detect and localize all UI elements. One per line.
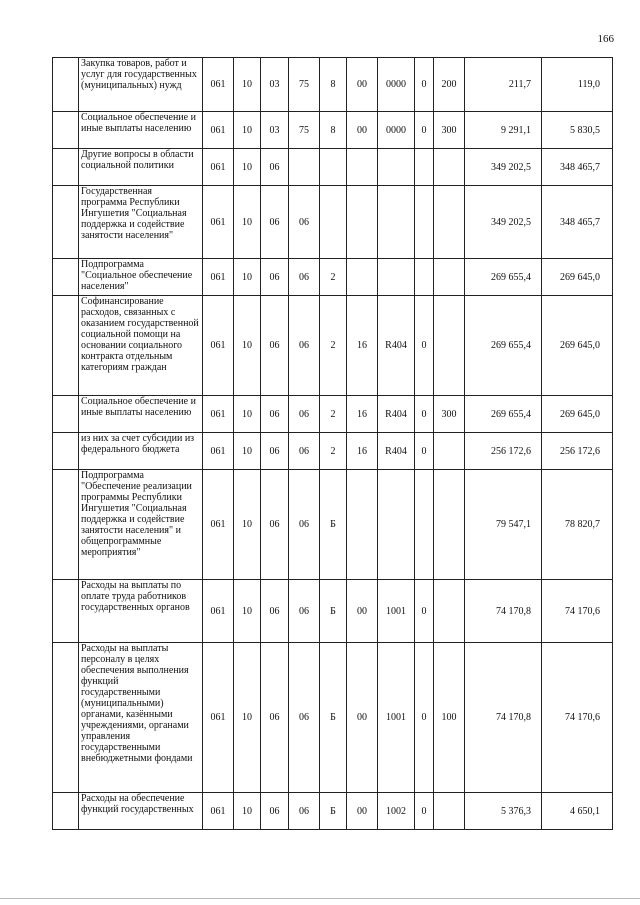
code-cell-c6 [347, 186, 378, 259]
code-cell-c6: 00 [347, 643, 378, 793]
code-cell-c4: 75 [289, 58, 320, 112]
code-cell-c2: 10 [234, 186, 261, 259]
empty-cell [53, 793, 79, 830]
code-cell-c2: 10 [234, 470, 261, 580]
code-cell-c1: 061 [203, 112, 234, 149]
code-cell-c6: 00 [347, 112, 378, 149]
code-cell-c5: Б [320, 580, 347, 643]
code-cell-c4: 06 [289, 396, 320, 433]
row-name-cell: Государственная программа Республики Ингушетия "Социальная поддержка и содействие занятости населения" [79, 186, 203, 259]
code-cell-c7 [378, 259, 415, 296]
code-cell-c7: 0000 [378, 58, 415, 112]
code-cell-c9: 300 [434, 112, 465, 149]
empty-cell [53, 433, 79, 470]
code-cell-c4: 06 [289, 580, 320, 643]
code-cell-c2: 10 [234, 793, 261, 830]
row-name-cell: Подпрограмма "Социальное обеспечение населения" [79, 259, 203, 296]
row-name-cell: Расходы на обеспечение функций государственных [79, 793, 203, 830]
code-cell-c1: 061 [203, 149, 234, 186]
code-cell-c5: 2 [320, 259, 347, 296]
code-cell-c1: 061 [203, 580, 234, 643]
amount-planned-cell: 349 202,5 [465, 149, 542, 186]
page-bottom-rule [0, 898, 640, 899]
row-name-cell: Другие вопросы в области социальной политики [79, 149, 203, 186]
code-cell-c5 [320, 186, 347, 259]
empty-cell [53, 149, 79, 186]
code-cell-c7 [378, 470, 415, 580]
table-row [53, 793, 613, 830]
code-cell-c8: 0 [415, 643, 434, 793]
code-cell-c8: 0 [415, 112, 434, 149]
code-cell-c5: 2 [320, 296, 347, 396]
code-cell-c6: 16 [347, 396, 378, 433]
code-cell-c5: Б [320, 643, 347, 793]
code-cell-c6 [347, 470, 378, 580]
code-cell-c1: 061 [203, 433, 234, 470]
empty-cell [53, 296, 79, 396]
amount-planned-cell: 74 170,8 [465, 580, 542, 643]
code-cell-c3: 06 [261, 580, 289, 643]
table-row [53, 58, 613, 112]
code-cell-c9 [434, 580, 465, 643]
code-cell-c3: 06 [261, 149, 289, 186]
empty-cell [53, 186, 79, 259]
amount-executed-cell: 348 465,7 [542, 149, 613, 186]
amount-planned-cell: 79 547,1 [465, 470, 542, 580]
code-cell-c6 [347, 149, 378, 186]
code-cell-c4: 06 [289, 433, 320, 470]
code-cell-c5: 8 [320, 112, 347, 149]
empty-cell [53, 58, 79, 112]
code-cell-c3: 06 [261, 259, 289, 296]
table-row [53, 149, 613, 186]
code-cell-c9 [434, 186, 465, 259]
code-cell-c6: 00 [347, 58, 378, 112]
amount-planned-cell: 256 172,6 [465, 433, 542, 470]
amount-planned-cell: 269 655,4 [465, 259, 542, 296]
page-number: 166 [597, 33, 614, 45]
amount-planned-cell: 269 655,4 [465, 396, 542, 433]
amount-planned-cell: 269 655,4 [465, 296, 542, 396]
code-cell-c4: 06 [289, 186, 320, 259]
code-cell-c3: 06 [261, 186, 289, 259]
row-name-cell: Расходы на выплаты по оплате труда работников государственных органов [79, 580, 203, 643]
code-cell-c6: 00 [347, 580, 378, 643]
empty-cell [53, 259, 79, 296]
table-row [53, 186, 613, 259]
code-cell-c2: 10 [234, 296, 261, 396]
empty-cell [53, 112, 79, 149]
code-cell-c9 [434, 296, 465, 396]
code-cell-c1: 061 [203, 259, 234, 296]
code-cell-c6 [347, 259, 378, 296]
amount-executed-cell: 4 650,1 [542, 793, 613, 830]
code-cell-c8: 0 [415, 793, 434, 830]
code-cell-c3: 06 [261, 643, 289, 793]
empty-cell [53, 580, 79, 643]
code-cell-c5: 2 [320, 433, 347, 470]
amount-planned-cell: 74 170,8 [465, 643, 542, 793]
code-cell-c5: 2 [320, 396, 347, 433]
code-cell-c2: 10 [234, 433, 261, 470]
code-cell-c4: 06 [289, 259, 320, 296]
code-cell-c6: 16 [347, 433, 378, 470]
empty-cell [53, 643, 79, 793]
code-cell-c3: 03 [261, 112, 289, 149]
code-cell-c3: 06 [261, 470, 289, 580]
code-cell-c5: 8 [320, 58, 347, 112]
amount-planned-cell: 5 376,3 [465, 793, 542, 830]
amount-executed-cell: 119,0 [542, 58, 613, 112]
code-cell-c8: 0 [415, 296, 434, 396]
code-cell-c1: 061 [203, 793, 234, 830]
table-row [53, 470, 613, 580]
code-cell-c3: 03 [261, 58, 289, 112]
code-cell-c4: 06 [289, 470, 320, 580]
code-cell-c7 [378, 149, 415, 186]
amount-planned-cell: 211,7 [465, 58, 542, 112]
code-cell-c5 [320, 149, 347, 186]
table-row [53, 580, 613, 643]
code-cell-c2: 10 [234, 58, 261, 112]
table-row [53, 643, 613, 793]
row-name-cell: Софинансирование расходов, связанных с оказанием государственной социальной помощи на основании социального контракта отдельным категориям граждан [79, 296, 203, 396]
empty-cell [53, 470, 79, 580]
code-cell-c4: 75 [289, 112, 320, 149]
code-cell-c6: 16 [347, 296, 378, 396]
code-cell-c1: 061 [203, 186, 234, 259]
amount-executed-cell: 5 830,5 [542, 112, 613, 149]
code-cell-c7: 0000 [378, 112, 415, 149]
row-name-cell: Социальное обеспечение и иные выплаты населению [79, 112, 203, 149]
code-cell-c5: Б [320, 470, 347, 580]
code-cell-c8 [415, 186, 434, 259]
amount-executed-cell: 269 645,0 [542, 259, 613, 296]
code-cell-c2: 10 [234, 149, 261, 186]
row-name-cell: Расходы на выплаты персоналу в целях обеспечения выполнения функций государственными (муниципальными) органами, казёнными учреждениями, органами управления государственными внебюджетными фондами [79, 643, 203, 793]
code-cell-c2: 10 [234, 112, 261, 149]
code-cell-c4: 06 [289, 793, 320, 830]
table-row [53, 396, 613, 433]
code-cell-c1: 061 [203, 296, 234, 396]
table-row [53, 296, 613, 396]
code-cell-c4 [289, 149, 320, 186]
amount-executed-cell: 256 172,6 [542, 433, 613, 470]
amount-planned-cell: 9 291,1 [465, 112, 542, 149]
empty-cell [53, 396, 79, 433]
code-cell-c8: 0 [415, 58, 434, 112]
code-cell-c7: R404 [378, 396, 415, 433]
code-cell-c7: R404 [378, 296, 415, 396]
code-cell-c8: 0 [415, 433, 434, 470]
code-cell-c8: 0 [415, 580, 434, 643]
code-cell-c2: 10 [234, 396, 261, 433]
code-cell-c3: 06 [261, 396, 289, 433]
amount-executed-cell: 74 170,6 [542, 580, 613, 643]
code-cell-c1: 061 [203, 58, 234, 112]
code-cell-c8: 0 [415, 396, 434, 433]
code-cell-c5: Б [320, 793, 347, 830]
code-cell-c8 [415, 470, 434, 580]
code-cell-c9 [434, 793, 465, 830]
amount-executed-cell: 74 170,6 [542, 643, 613, 793]
code-cell-c9 [434, 433, 465, 470]
code-cell-c2: 10 [234, 580, 261, 643]
code-cell-c7: 1001 [378, 580, 415, 643]
table-row [53, 433, 613, 470]
amount-executed-cell: 348 465,7 [542, 186, 613, 259]
code-cell-c8 [415, 149, 434, 186]
code-cell-c4: 06 [289, 643, 320, 793]
code-cell-c2: 10 [234, 259, 261, 296]
code-cell-c1: 061 [203, 643, 234, 793]
code-cell-c7: R404 [378, 433, 415, 470]
code-cell-c9: 300 [434, 396, 465, 433]
row-name-cell: Закупка товаров, работ и услуг для государственных (муниципальных) нужд [79, 58, 203, 112]
code-cell-c1: 061 [203, 470, 234, 580]
table-row [53, 112, 613, 149]
amount-executed-cell: 78 820,7 [542, 470, 613, 580]
table-row [53, 259, 613, 296]
code-cell-c9 [434, 149, 465, 186]
amount-executed-cell: 269 645,0 [542, 396, 613, 433]
code-cell-c6: 00 [347, 793, 378, 830]
row-name-cell: из них за счет субсидии из федерального бюджета [79, 433, 203, 470]
code-cell-c1: 061 [203, 396, 234, 433]
code-cell-c9 [434, 470, 465, 580]
code-cell-c7: 1002 [378, 793, 415, 830]
amount-executed-cell: 269 645,0 [542, 296, 613, 396]
code-cell-c3: 06 [261, 433, 289, 470]
code-cell-c9: 100 [434, 643, 465, 793]
budget-table [52, 57, 613, 830]
code-cell-c9: 200 [434, 58, 465, 112]
code-cell-c7: 1001 [378, 643, 415, 793]
row-name-cell: Социальное обеспечение и иные выплаты населению [79, 396, 203, 433]
row-name-cell: Подпрограмма "Обеспечение реализации программы Республики Ингушетия "Социальная поддержка и содействие занятости населения" и общепрограммные мероприятия" [79, 470, 203, 580]
amount-planned-cell: 349 202,5 [465, 186, 542, 259]
code-cell-c7 [378, 186, 415, 259]
code-cell-c2: 10 [234, 643, 261, 793]
code-cell-c9 [434, 259, 465, 296]
code-cell-c3: 06 [261, 296, 289, 396]
code-cell-c8 [415, 259, 434, 296]
code-cell-c3: 06 [261, 793, 289, 830]
code-cell-c4: 06 [289, 296, 320, 396]
